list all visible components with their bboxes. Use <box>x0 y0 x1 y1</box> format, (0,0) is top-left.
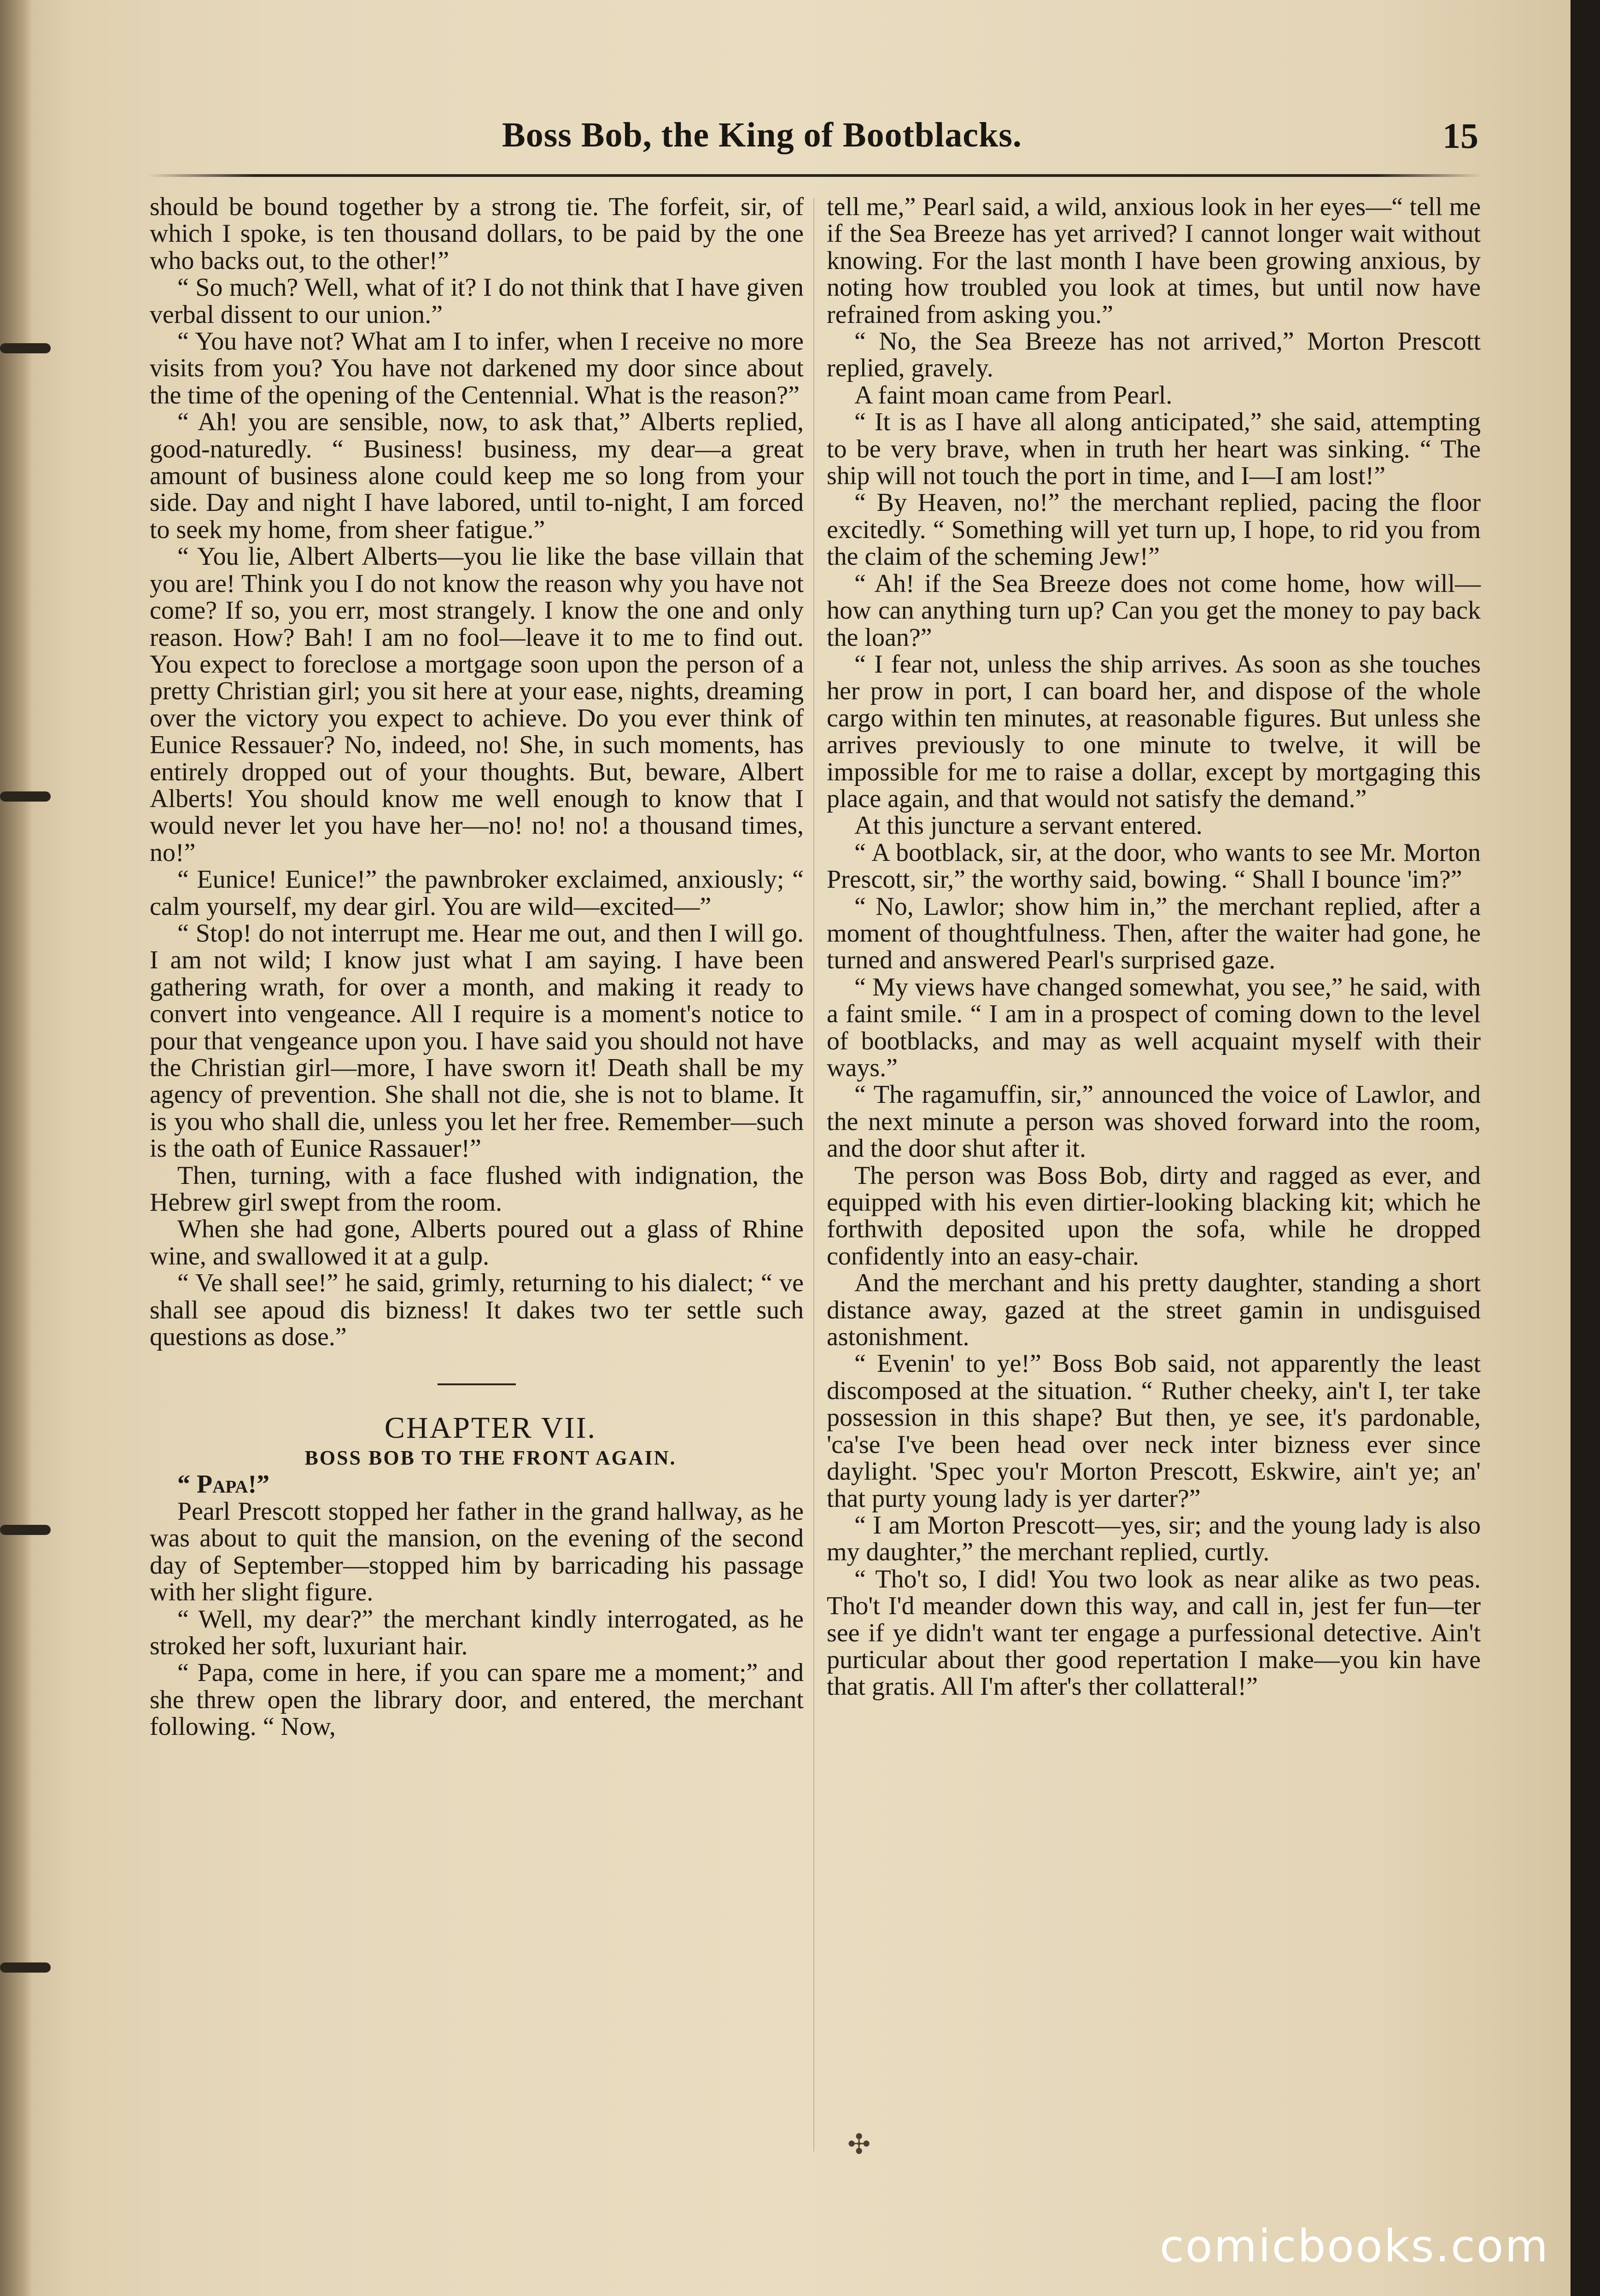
paragraph: “ My views have changed somewhat, you see,” he said, with a faint smile. “ I am in a prospect of coming down to the level of bootblacks, and may as well acquaint myself with their ways.” <box>827 972 1481 1082</box>
paragraph: And the merchant and his pretty daughter, standing a short distance away, gazed at the street gamin in undisguised astonishment. <box>827 1269 1481 1352</box>
paragraph: “ The ragamuffin, sir,” announced the voice of Lawlor, and the next minute a person was shoved forward into the room, and the door shut after it. <box>827 1080 1481 1163</box>
paragraph: “ You lie, Albert Alberts—you lie like the base villain that you are! Think you I do not know the reason why you have not come? If so, you err, most strangely. I know the one and only reason. How? Bah! I am no fool—leave it to me to find out. You expect to foreclose a mortgage soon upon the person of a pretty Christian girl; you sit here at your ease, nights, dreaming over the victory you expect to achieve. Do you ever think of Eunice Ressauer? No, indeed, no! She, in such moments, has entirely dropped out of your thoughts. But, beware, Albert Alberts! You should know me well enough to know that I would never let you have her—no! no! no! a thousand times, no!” <box>150 542 804 867</box>
section-divider <box>438 1383 516 1385</box>
paragraph: “ No, Lawlor; show him in,” the merchant replied, after a moment of thoughtfulness. Then, after the waiter had gone, he turned and answered Pearl's surprised gaze. <box>827 892 1481 975</box>
paragraph: “ I am Morton Prescott—yes, sir; and the young lady is also my daughter,” the merchant replied, curtly. <box>827 1511 1481 1567</box>
paragraph: A faint moan came from Pearl. <box>854 381 1173 410</box>
chapter-opening: “ Papa!” <box>177 1470 270 1499</box>
paragraph: Pearl Prescott stopped her father in the grand hallway, as he was about to quit the mansion, on the evening of the second day of September—stopped him by barricading his passage with her slight figure. <box>150 1497 804 1607</box>
paragraph: “ Well, my dear?” the merchant kindly interrogated, as he stroked her soft, luxuriant hair. <box>150 1605 804 1660</box>
header-title: Boss Bob, the King of Bootblacks. <box>502 116 1022 154</box>
paragraph: “ Tho't so, I did! You two look as near alike as two peas. Tho't I'd meander down this way, and call in, jest fer fun—ter see if ye didn't want ter engage a purfessional detective. Ain't purticular about ther good repertation I make—you kin have that gratis. All I'm after's ther collatteral!” <box>827 1564 1481 1701</box>
paragraph: “ Papa, come in here, if you can spare me a moment;” and she threw open the library door, and entered, the merchant following. “ Now, <box>150 1658 804 1741</box>
paragraph: tell me,” Pearl said, a wild, anxious look in her eyes—“ tell me if the Sea Breeze has yet arrived? I cannot longer wait without knowing. For the last month I have been growing anxious, by noting how troubled you look at times, but until now have refrained from asking you.” <box>827 193 1481 329</box>
paragraph: “ Ah! if the Sea Breeze does not come home, how will—how can anything turn up? Can you get the money to pay back the loan?” <box>827 569 1481 652</box>
column-separator <box>813 198 814 2151</box>
paragraph: Then, turning, with a face flushed with indignation, the Hebrew girl swept from the room. <box>150 1161 804 1217</box>
binding-staple-1 <box>0 343 51 353</box>
binding-staple-4 <box>0 1962 51 1973</box>
running-header <box>502 115 1478 166</box>
paragraph: “ Stop! do not interrupt me. Hear me out, and then I will go. I am not wild; I know just what I am saying. I have been gathering wrath, for over a month, and making it ready to convert into vengeance. All I require is a moment's notice to pour that vengeance upon you. I have said you should not have the Christian girl—more, I have sworn it! Death shall be my agency of prevention. She shall not die, she is not to blame. It is you who shall die, unless you let her free. Remember—such is the oath of Eunice Rassauer!” <box>150 919 804 1163</box>
paragraph: “ So much? Well, what of it? I do not think that I have given verbal dissent to our union.” <box>150 273 804 329</box>
page-number: 15 <box>1442 116 1478 156</box>
paragraph: The person was Boss Bob, dirty and ragged as ever, and equipped with his even dirtier-looking blacking kit; which he forthwith deposited upon the sofa, while he dropped confidently into an easy-chair. <box>827 1161 1481 1271</box>
paragraph: “ Ah! you are sensible, now, to ask that,” Alberts replied, good-naturedly. “ Business! business, my dear—a great amount of business alone could keep me so long from your side. Day and night I have labored, until to-night, I am forced to seek my home, from sheer fatigue.” <box>150 408 804 544</box>
paragraph: “ Evenin' to ye!” Boss Bob said, not apparently the least discomposed at the situation. “ Ruther cheeky, ain't I, ter take possession in this shape? But then, ye see, it's pardonable, 'ca'se I've been head over neck inter bizness ever since daylight. 'Spec you'r Morton Prescott, Eskwire, ain't ye; an' that purty young lady is yer darter?” <box>827 1349 1481 1513</box>
binding-staple-2 <box>0 791 51 802</box>
paragraph: “ I fear not, unless the ship arrives. As soon as she touches her prow in port, I can board her, and dispose of the whole cargo within ten minutes, at reasonable figures. But unless she arrives previously to one minute to twelve, it will be impossible for me to raise a dollar, except by mortgaging this place again, and that would not satisfy the demand.” <box>827 650 1481 813</box>
chapter-title: CHAPTER VII. <box>384 1411 597 1445</box>
paragraph: At this juncture a servant entered. <box>854 811 1203 840</box>
paragraph: “ No, the Sea Breeze has not arrived,” Morton Prescott replied, gravely. <box>827 327 1481 383</box>
ink-smudge-icon: ✣ <box>847 2129 871 2160</box>
paragraph: “ Eunice! Eunice!” the pawnbroker exclaimed, anxiously; “ calm yourself, my dear girl. You are wild—excited—” <box>150 865 804 921</box>
chapter-subtitle: BOSS BOB TO THE FRONT AGAIN. <box>304 1447 677 1470</box>
paragraph: “ A bootblack, sir, at the door, who wants to see Mr. Morton Prescott, sir,” the worthy said, bowing. “ Shall I bounce 'im?” <box>827 838 1481 894</box>
watermark: comicbooks.com <box>1159 2220 1549 2272</box>
paragraph: “ Ve shall see!” he said, grimly, returning to his dialect; “ ve shall see apoud dis bizness! It dakes two ter settle such questions as dose.” <box>150 1269 804 1352</box>
left-column <box>150 193 804 1740</box>
paragraph: “ It is as I have all along anticipated,” she said, attempting to be very brave, when in truth her heart was sinking. “ The ship will not touch the port in time, and I—I am lost!” <box>827 408 1481 491</box>
paragraph: should be bound together by a strong tie. The forfeit, sir, of which I spoke, is ten thousand dollars, to be paid by the one who backs out, to the other!” <box>150 193 804 275</box>
paragraph: “ By Heaven, no!” the merchant replied, pacing the floor excitedly. “ Something will yet turn up, I hope, to rid you from the claim of the scheming Jew!” <box>827 488 1481 571</box>
right-column <box>827 193 1481 1700</box>
binding-staple-3 <box>0 1525 51 1535</box>
paragraph: “ You have not? What am I to infer, when I receive no more visits from you? You have not darkened my door since about the time of the opening of the Centennial. What is the reason?” <box>150 327 804 410</box>
paragraph: When she had gone, Alberts poured out a glass of Rhine wine, and swallowed it at a gulp. <box>150 1215 804 1271</box>
header-rule <box>147 174 1483 177</box>
